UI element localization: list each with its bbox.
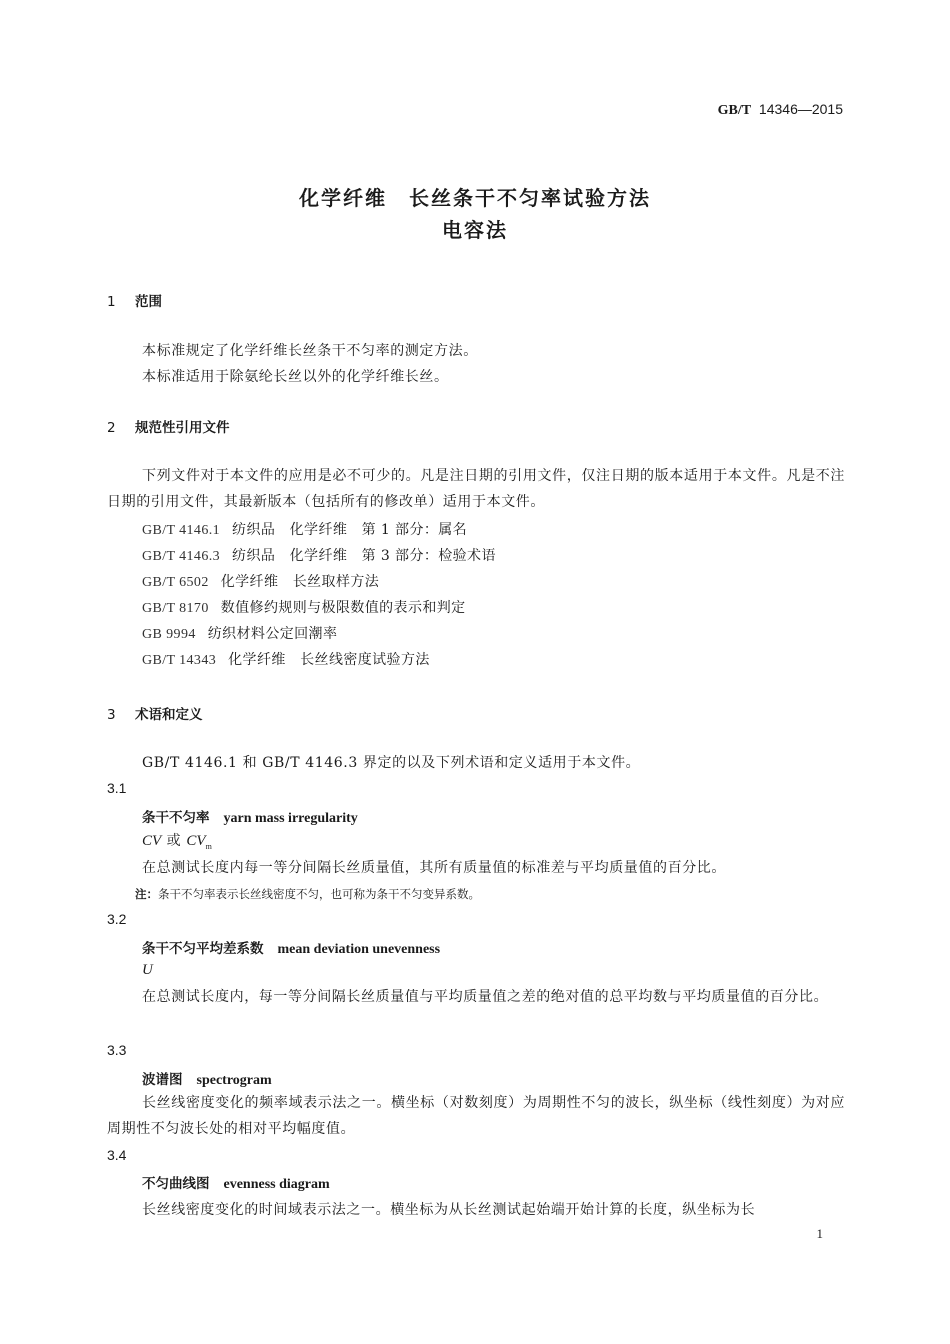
reference-item (142, 649, 430, 669)
term-entry (142, 1068, 272, 1089)
term-symbol: U (142, 962, 153, 978)
standard-number (718, 101, 843, 119)
clause-number: 3.3 (107, 1042, 127, 1058)
term-symbol (142, 830, 212, 851)
paragraph: 本标准规定了化学纤维长丝条干不匀率的测定方法。 (142, 343, 478, 359)
paragraph: 本标准适用于除氨纶长丝以外的化学纤维长丝。 (142, 369, 449, 385)
note-text: 条干不匀率表示长丝线密度不匀，也可称为条干不匀变异系数。 (158, 887, 480, 901)
clause-number: 3.4 (107, 1147, 127, 1163)
section-2-heading (107, 416, 230, 436)
term-chinese: 不匀曲线图 (142, 1176, 210, 1192)
term-entry (142, 1172, 330, 1193)
document-title-line1: 化学纤维 长丝条干不匀率试验方法 (299, 186, 651, 210)
reference-code: GB/T 4146.1 (142, 523, 221, 538)
reference-code: GB/T 6502 (142, 575, 209, 590)
term-english: evenness diagram (223, 1177, 330, 1192)
symbol-cvm: CV (186, 833, 206, 849)
reference-title: 数值修约规则与极限数值的表示和判定 (220, 600, 466, 616)
standard-code: 14346—2015 (758, 101, 843, 117)
section-number: 3 (107, 707, 116, 723)
reference-title: 纺织品 化学纤维 第 1 部分：属名 (232, 522, 468, 538)
reference-item (142, 545, 496, 565)
term-chinese: 条干不匀平均差系数 (142, 941, 264, 957)
term-english: spectrogram (196, 1073, 272, 1088)
document-title-line2: 电容法 (442, 218, 508, 242)
section-title: 范围 (135, 294, 162, 310)
reference-code: GB/T 14343 (142, 653, 217, 668)
symbol-or: 或 (166, 833, 181, 849)
section-3-heading (107, 703, 203, 723)
standard-prefix: GB/T (717, 103, 752, 118)
term-definition: 在总测试长度内每一等分间隔长丝质量值，其所有质量值的标准差与平均质量值的百分比。 (142, 860, 726, 876)
reference-title: 化学纤维 长丝线密度试验方法 (228, 652, 430, 668)
paragraph: 下列文件对于本文件的应用是必不可少的。凡是注日期的引用文件，仅注日期的版本适用于本文件。凡是不注日期的引用文件，其最新版本（包括所有的修改单）适用于本文件。 (107, 468, 845, 510)
reference-item (142, 623, 337, 643)
reference-title: 纺织品 化学纤维 第 3 部分：检验术语 (232, 548, 496, 564)
term-definition: 长丝线密度变化的频率域表示法之一。横坐标（对数刻度）为周期性不匀的波长，纵坐标（线性刻度）为对应周期性不匀波长处的相对平均幅度值。 (107, 1095, 845, 1137)
term-chinese: 波谱图 (142, 1072, 183, 1088)
reference-code: GB/T 8170 (142, 601, 209, 616)
reference-item (142, 519, 467, 539)
section-title: 规范性引用文件 (135, 420, 230, 436)
note (135, 886, 480, 902)
page-number: 1 (816, 1226, 823, 1241)
term-chinese: 条干不匀率 (142, 810, 210, 826)
term-entry (142, 806, 358, 827)
term-definition: 长丝线密度变化的时间域表示法之一。横坐标为从长丝测试起始端开始计算的长度，纵坐标为长 (142, 1202, 756, 1218)
term-definition: 在总测试长度内，每一等分间隔长丝质量值与平均质量值之差的绝对值的总平均数与平均质量值的百分比。 (142, 989, 829, 1005)
section-number: 2 (107, 420, 116, 436)
term-english: mean deviation unevenness (277, 942, 441, 957)
section-title: 术语和定义 (135, 707, 203, 723)
reference-item (142, 597, 466, 617)
term-english: yarn mass irregularity (223, 811, 358, 826)
section-1-heading (107, 290, 162, 310)
clause-number: 3.2 (107, 911, 127, 927)
reference-title: 化学纤维 长丝取样方法 (220, 574, 380, 590)
reference-code: GB 9994 (142, 627, 196, 642)
clause-number: 3.1 (107, 780, 127, 796)
paragraph: GB/T 4146.1 和 GB/T 4146.3 界定的以及下列术语和定义适用于本文件。 (142, 755, 641, 771)
reference-code: GB/T 4146.3 (142, 549, 221, 564)
reference-title: 纺织材料公定回潮率 (207, 626, 338, 642)
note-label: 注： (135, 887, 158, 901)
term-entry (142, 937, 440, 958)
symbol-subscript: m (205, 842, 212, 851)
section-number: 1 (107, 294, 116, 310)
symbol-cv: CV (142, 833, 161, 849)
reference-item (142, 571, 379, 591)
